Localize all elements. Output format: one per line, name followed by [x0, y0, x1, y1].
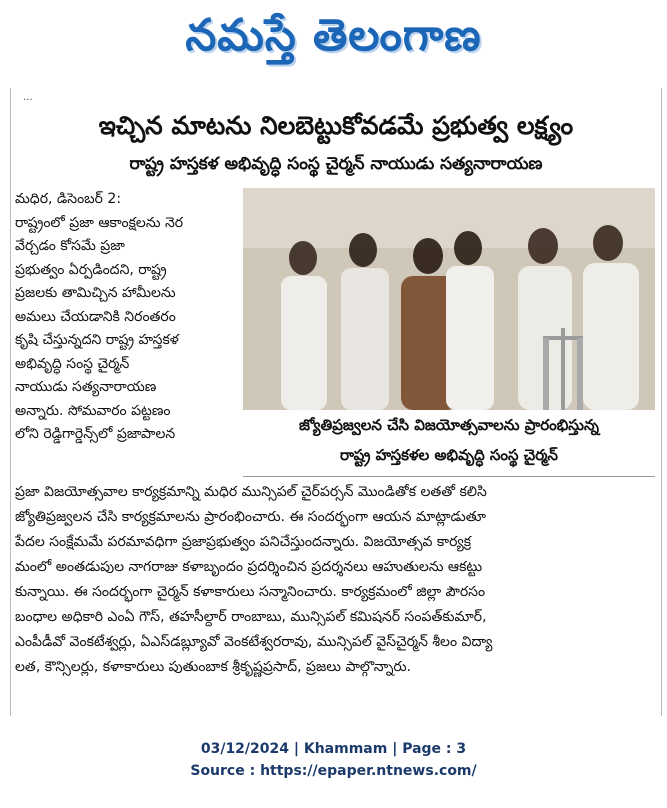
caption-line-2: రాష్ట్ర హస్తకళల అభివృద్ధి సంస్థ చైర్మన్	[340, 446, 558, 464]
text-line: లత, కౌన్సిలర్లు, కళాకారులు పుతుంబాక శ్రీకృష్ణప్రసాద్, ప్రజలు పాల్గొన్నారు.	[15, 659, 412, 675]
text-line: మంలో అంతడుపుల నాగరాజు కళాబృందం ప్రదర్శించిన ప్రదర్శనలు ఆహుతులను ఆకట్టు	[15, 559, 483, 575]
text-line: ఎంపీడీవో వెంకటేశ్వర్లు, ఏఎస్‌డబ్ల్యూవో వెంకటేశ్వరరావు, మున్సిపల్ వైస్‌చైర్మన్ శీలం విద్యా	[15, 634, 493, 650]
text-line: ప్రజా విజయోత్సవాల కార్యక్రమాన్ని మధిర మున్సిపల్ చైర్‌పర్సన్ మొండితోక లతతో కలిసి	[15, 484, 487, 500]
masthead-logo	[0, 0, 667, 82]
text-line: బంధాల అధికారి ఎంఏ గౌస్, తహసీల్దార్ రాంబాబు, మున్సిపల్ కమిషనర్ సంపత్‌కుమార్,	[15, 609, 487, 625]
text-line: లోని రెడ్డిగార్డెన్స్‌లో ప్రజాపాలన	[15, 426, 176, 442]
text-line: నాయుడు సత్యనారాయణ	[15, 379, 157, 395]
text-line: ప్రజలకు తామిచ్చిన హామీలను	[15, 285, 176, 301]
text-line: కృషి చేస్తున్నదని రాష్ట్ర హస్తకళ	[15, 332, 179, 348]
text-line: మధిర, డిసెంబర్ 2:	[15, 191, 122, 207]
text-line: ప్రభుత్వం ఏర్పడిందని, రాష్ట్ర	[15, 261, 167, 278]
footer-source-link[interactable]: Source : https://epaper.ntnews.com/	[190, 763, 477, 779]
photo-caption	[243, 410, 655, 477]
header-fragment: ...	[23, 92, 33, 103]
subheadline: రాష్ట్ర హస్తకళ అభివృద్ధి సంస్థ చైర్మన్ నాయుడు సత్యనారాయణ	[129, 154, 543, 174]
text-line: అభివృద్ధి సంస్థ చైర్మన్	[15, 355, 130, 372]
text-line: పేదల సంక్షేమమే పరమావధిగా ప్రజాప్రభుత్వం పనిచేస్తుందన్నారు. విజయోత్సవ కార్యక్ర	[15, 534, 472, 550]
body-text	[15, 480, 655, 680]
photo-illustration	[243, 188, 655, 410]
news-clipping	[10, 88, 662, 716]
left-column-text	[15, 188, 239, 447]
text-line: అన్నారు. సోమవారం పట్టణం	[15, 402, 171, 419]
headline: ఇచ్చిన మాటను నిలబెట్టుకోవడమే ప్రభుత్వ లక్ష్యం	[98, 111, 574, 140]
masthead-title: నమస్తే తెలంగాణ	[185, 10, 482, 61]
text-line: కున్నాయి. ఈ సందర్భంగా చైర్మన్ కళాకారులు సన్మానించారు. కార్యక్రమంలో జిల్లా పౌరసం	[15, 584, 486, 600]
footer	[0, 738, 667, 782]
footer-date-edition-page: 03/12/2024 | Khammam | Page : 3	[200, 741, 467, 757]
text-line: అమలు చేయడానికి నిరంతరం	[15, 308, 176, 325]
news-photo	[243, 188, 655, 410]
text-line: జ్యోతిప్రజ్వలన చేసి కార్యక్రమాలను ప్రారంభించారు. ఈ సందర్భంగా ఆయన మాట్లాడుతూ	[15, 509, 486, 525]
text-line: వేర్చడం కోసమే ప్రజా	[15, 238, 125, 254]
caption-line-1: జ్యోతిప్రజ్వలన చేసి విజయోత్సవాలను ప్రారంభిస్తున్న	[299, 416, 599, 434]
text-line: రాష్ట్రంలో ప్రజా ఆకాంక్షలను నెర	[15, 214, 184, 231]
